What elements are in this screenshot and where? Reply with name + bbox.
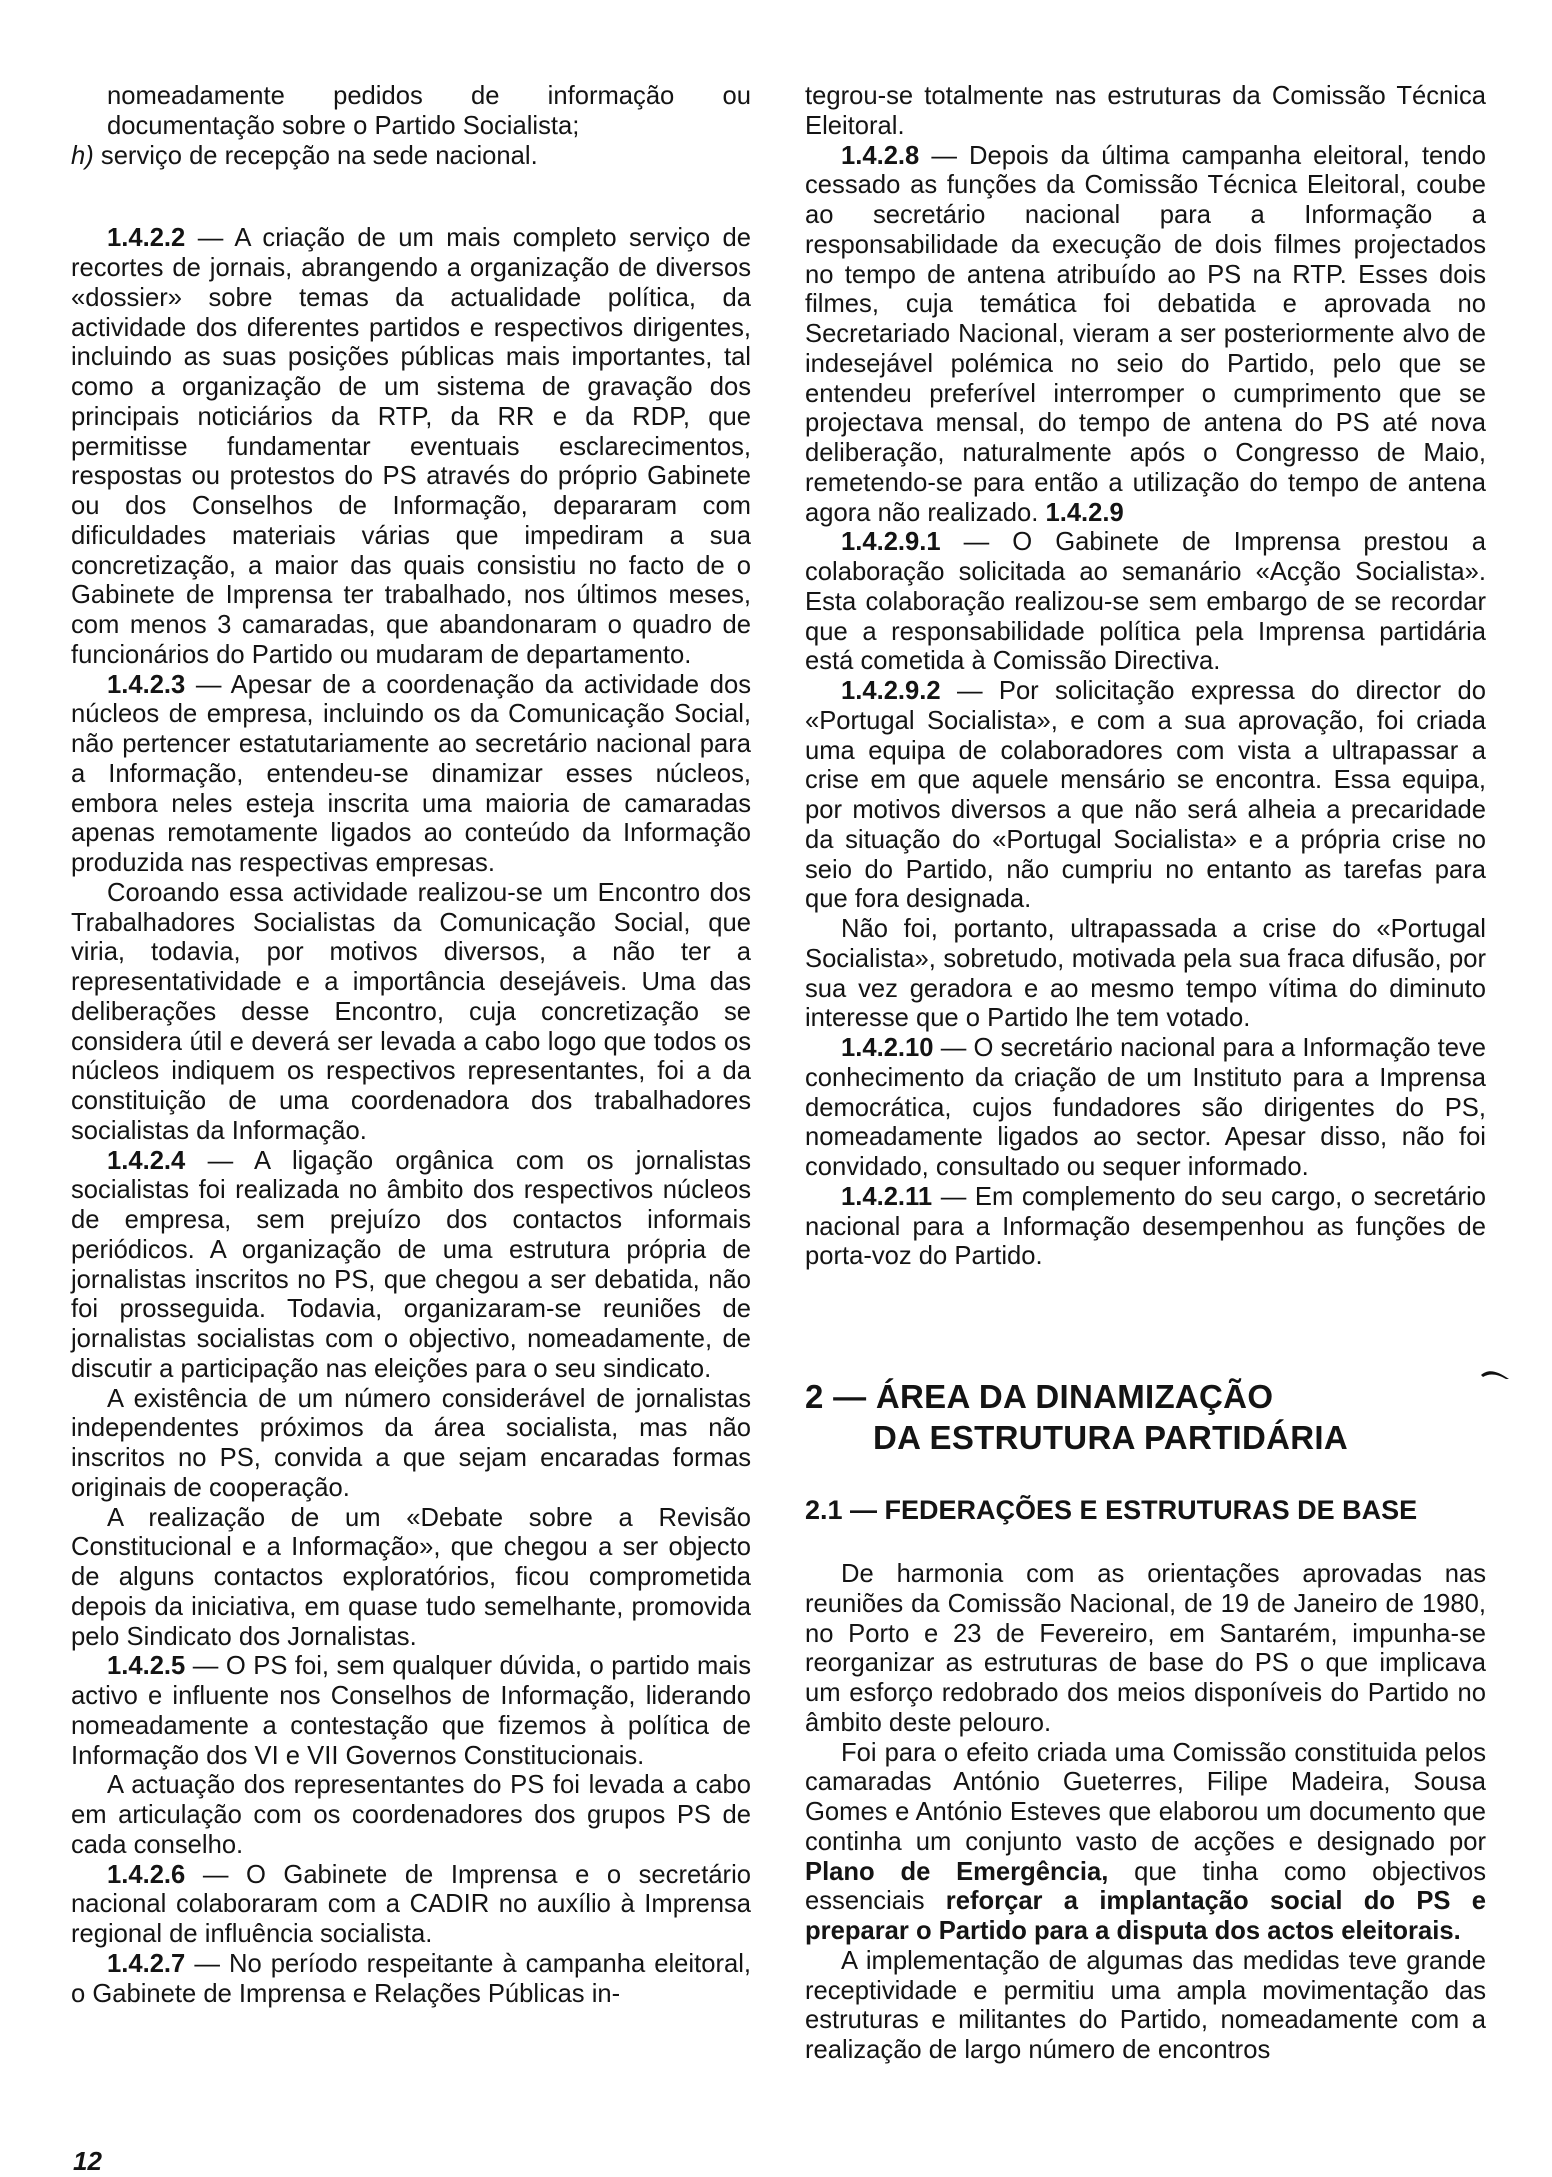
section-number: 1.4.2.9.2	[841, 677, 941, 705]
paragraph-text: — No período respeitante à campanha eleitoral, o Gabinete de Imprensa e Relações Públicas in-	[71, 1949, 751, 2008]
section-number: 1.4.2.8	[841, 141, 920, 170]
paragraph-1-4-2-4	[71, 1147, 751, 1385]
paragraph-1-4-2-3	[71, 671, 751, 879]
section-number: 1.4.2.2	[107, 224, 186, 253]
left-column	[71, 82, 751, 2009]
paragraph-implementacao: A implementação de algumas das medidas teve grande receptividade e permitiu uma ampla movimentação das estruturas e militantes do Partido, nomeadamente com a realização de largo número de encontros	[805, 1946, 1486, 2064]
paragraph-text: — O secretário nacional para a Informação teve conhecimento da criação de um Instituto para a Imprensa democrática, cujos fundadores são dirigentes do PS, nomeadamente ligados ao sector. Apesar disso, não foi convidado, consultado ou sequer informado.	[805, 1034, 1486, 1181]
emphasis-objectivos: reforçar a implantação social do PS e preparar o Partido para a disputa dos actos eleitorais.	[805, 1887, 1486, 1945]
section-number-trailing: 1.4.2.9	[1038, 498, 1124, 527]
heading-line-2: DA ESTRUTURA PARTIDÁRIA	[873, 1419, 1348, 1456]
paragraph-1-4-2-7	[71, 1950, 751, 2010]
paragraph-1-4-2-9-1	[805, 528, 1486, 677]
list-continuation: nomeadamente pedidos de informação ou documentação sobre o Partido Socialista;	[107, 82, 751, 140]
section-number: 1.4.2.6	[107, 1860, 186, 1889]
paragraph-1-4-2-10	[805, 1034, 1486, 1183]
section-number: 1.4.2.9.1	[841, 528, 941, 557]
section-number: 1.4.2.7	[107, 1949, 186, 1978]
paragraph-text: — Por solicitação expressa do director do «Portugal Socialista», e com a sua aprovação, foi criada uma equipa de colaboradores com vista a ultrapassar a crise em que aquele mensário se encontra. Essa equipa, por motivos diversos a que não será alheia a precaridade da situação do «Portugal Socialista» e a própria crise no seio do Partido, não cumpriu no entanto as tarefas para que fora designada.	[805, 677, 1486, 914]
paragraph-text: — O Gabinete de Imprensa prestou a colaboração solicitada ao semanário «Acção Socialista». Esta colaboração realizou-se sem embargo de se recordar que a responsabilidade política pela Imprensa partidária está cometida à Comissão Directiva.	[805, 528, 1486, 676]
item-marker: h)	[71, 141, 94, 170]
paragraph-harmonia: De harmonia com as orientações aprovadas nas reuniões da Comissão Nacional, de 19 de Janeiro de 1980, no Porto e 23 de Fevereiro, em Santarém, impunha-se reorganizar as estruturas de base do PS o que implicava um esforço redobrado dos meios disponíveis do Partido no âmbito deste pelouro.	[805, 1560, 1486, 1737]
item-text: serviço de recepção na sede nacional.	[100, 141, 538, 170]
paragraph-1-4-2-6	[71, 1861, 751, 1950]
section-number: 1.4.2.11	[841, 1182, 933, 1211]
paragraph-comissao	[805, 1739, 1486, 1947]
paragraph-text: Foi para o efeito criada uma Comissão constituida pelos camaradas António Gueterres, Filipe Madeira, Sousa Gomes e António Esteves que elaborou um documento que continha um conjunto vasto de acções e designado por	[805, 1738, 1486, 1856]
paragraph-nao-foi: Não foi, portanto, ultrapassada a crise do «Portugal Socialista», sobretudo, motivada pela sua fraca difusão, por sua vez geradora e ao mesmo tempo vítima do diminuto interesse que o Partido lhe tem votado.	[805, 915, 1486, 1033]
paragraph-text: — A ligação orgânica com os jornalistas socialistas foi realizada no âmbito dos respectivos núcleos de empresa, sem prejuízo dos contactos informais periódicos. A organização de uma estrutura própria de jornalistas inscritos no PS, que chegou a ser debatida, não foi prosseguida. Todavia, organizaram-se reuniões de jornalistas socialistas com o objectivo, nomeadamente, de discutir a participação nas eleições para o seu sindicato.	[71, 1146, 751, 1383]
paragraph-1-4-2-11	[805, 1183, 1486, 1272]
paragraph-text: — Depois da última campanha eleitoral, tendo cessado as funções da Comissão Técnica Eleitoral, coube ao secretário nacional para a Informação a responsabilidade da execução de dois filmes projectados no tempo de antena atribuído ao PS na RTP. Esses dois filmes, cuja temática foi debatida e aprovada no Secretariado Nacional, vieram a ser posteriormente alvo de indesejável polémica no seio do Partido, pelo que se entendeu preferível interromper o cumprimento que se projectava mensal, do tempo de antena do PS até nova deliberação, naturalmente após o Congresso de Maio, remetendo-se para então a utilização do tempo de antena agora não realizado.	[805, 141, 1486, 527]
section-number: 1.4.2.5	[107, 1652, 186, 1681]
right-column	[805, 82, 1486, 2066]
paragraph-text: — Em complemento do seu cargo, o secretário nacional para a Informação desempenhou as funções de porta-voz do Partido.	[805, 1182, 1486, 1271]
section-number: 1.4.2.3	[107, 670, 186, 699]
section-number: 1.4.2.4	[107, 1146, 186, 1175]
subsection-heading-2-1: 2.1 — FEDERAÇÕES E ESTRUTURAS DE BASE	[805, 1495, 1418, 1525]
page-number: 12	[73, 2146, 102, 2176]
paragraph-1-4-2-8	[805, 142, 1486, 529]
paragraph-coroando: Coroando essa actividade realizou-se um Encontro dos Trabalhadores Socialistas da Comunicação Social, que viria, todavia, por motivos diversos, a não ter a representatividade e a importância desejáveis. Uma das deliberações desse Encontro, cuja concretização se considera útil e deverá ser levada a cabo logo que todos os núcleos indiquem os respectivos representantes, foi a da constituição de uma coordenadora dos trabalhadores socialistas da Informação.	[71, 878, 751, 1145]
section-heading-2	[805, 1376, 1486, 1458]
paragraph-continuation: tegrou-se totalmente nas estruturas da Comissão Técnica Eleitoral.	[805, 82, 1486, 140]
paragraph-text: — O Gabinete de Imprensa e o secretário nacional colaboraram com a CADIR no auxílio à Imprensa regional de influência socialista.	[71, 1860, 751, 1948]
paragraph-actuacao: A actuação dos representantes do PS foi levada a cabo em articulação com os coordenadores dos grupos PS de cada conselho.	[71, 1771, 751, 1859]
paragraph-text: — A criação de um mais completo serviço de recortes de jornais, abrangendo a organização de diversos «dossier» sobre temas da actualidade política, da actividade dos diferentes partidos e respectivos dirigentes, incluindo as suas posições públicas mais importantes, tal como a organização de um sistema de gravação dos principais noticiários da RTP, da RR e da RDP, que permitisse fundamentar eventuais esclarecimentos, respostas ou protestos do PS através do próprio Gabinete ou dos Conselhos de Informação, depararam com dificuldades materiais várias que impediram a sua concretização, a maior das quais consistiu no facto de o Gabinete de Imprensa ter trabalhado, nos últimos meses, com menos 3 camaradas, que abandonaram o quadro de funcionários do Partido ou mudaram de departamento.	[71, 224, 751, 669]
paragraph-1-4-2-9-2	[805, 677, 1486, 915]
list-item-h	[71, 142, 751, 172]
paragraph-debate: A realização de um «Debate sobre a Revisão Constitucional e a Informação», que chegou a ser objecto de alguns contactos exploratórios, ficou comprometida depois da iniciativa, em quase tudo semelhante, promovida pelo Sindicato dos Jornalistas.	[71, 1503, 751, 1651]
paragraph-1-4-2-2	[71, 224, 751, 670]
heading-line-1: 2 — ÁREA DA DINAMIZAÇÃO	[805, 1378, 1274, 1415]
paragraph-existencia: A existência de um número considerável de jornalistas independentes próximos da área socialista, mas não inscritos no PS, convida a que sejam encaradas formas originais de cooperação.	[71, 1384, 751, 1502]
ink-smudge-icon	[1480, 1368, 1510, 1380]
section-number: 1.4.2.10	[841, 1034, 934, 1062]
paragraph-text: que tinha como objectivos essenciais	[805, 1857, 1486, 1916]
paragraph-text: — Apesar de a coordenação da actividade dos núcleos de empresa, incluindo os da Comunicação Social, não pertencer estatutariamente ao secretário nacional para a Informação, entendeu-se dinamizar esses núcleos, embora neles esteja inscrita uma maioria de camaradas apenas remotamente ligados ao conteúdo da Informação produzida nas respectivas empresas.	[71, 670, 751, 877]
paragraph-text: — O PS foi, sem qualquer dúvida, o partido mais activo e influente nos Conselhos de Informação, liderando nomeadamente a contestação que fizemos à política de Informação dos VI e VII Governos Constitucionais.	[71, 1652, 751, 1770]
emphasis-plano: Plano de Emergência,	[805, 1857, 1109, 1886]
paragraph-1-4-2-5	[71, 1652, 751, 1771]
